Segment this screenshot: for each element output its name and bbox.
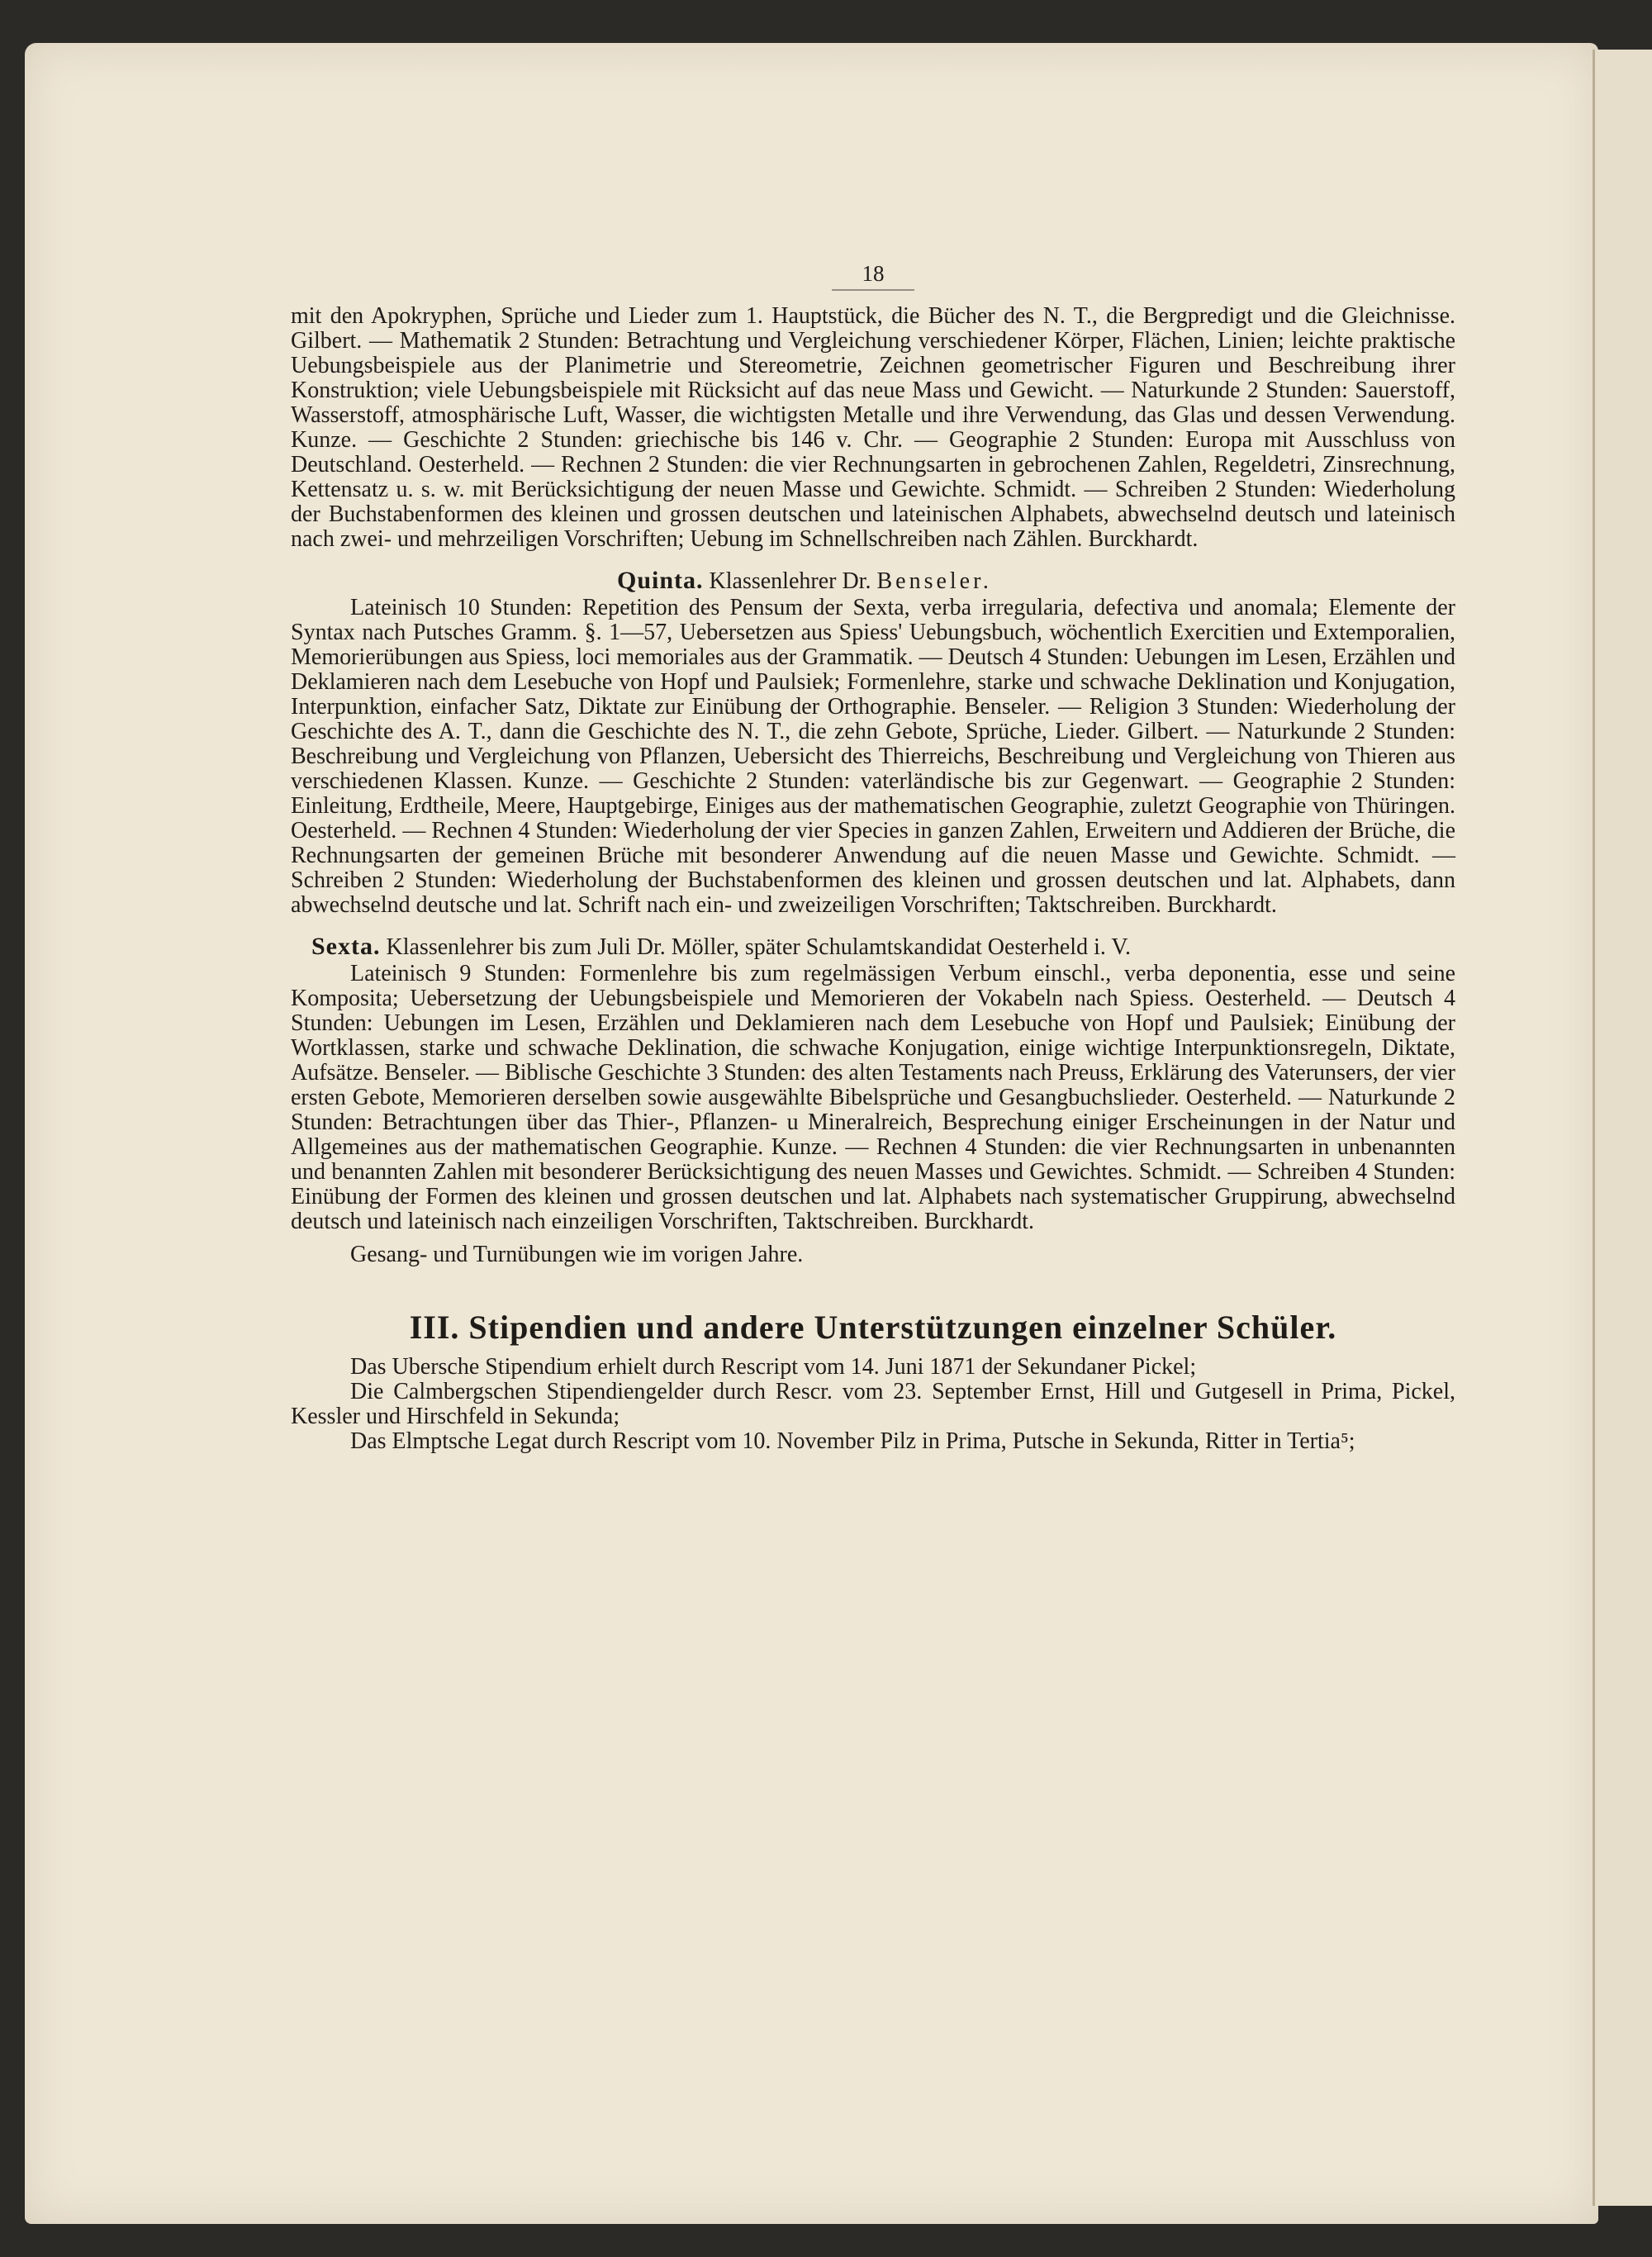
sexta-teacher-name: Möller, <box>671 934 739 960</box>
quinta-heading <box>291 568 1455 594</box>
sexta-teacher-suffix: später Schulamtskandidat Oesterheld i. V. <box>744 934 1131 960</box>
page-number-rule <box>832 289 914 291</box>
intro-paragraph: mit den Apokryphen, Sprüche und Lieder zum 1. Hauptstück, die Bücher des N. T., die Bergpredigt und die Gleichnisse. Gilbert. — Mathematik 2 Stunden: Betrachtung und Vergleichung verschiedener Körper, Flächen, Linien; leichte praktische Uebungsbeispiele aus der Planimetrie und Stereometrie, Zeichnen geometrischer Figuren und Beschreibung ihrer Konstruktion; viele Uebungsbeispiele mit Rücksicht auf das neue Mass und Gewicht. — Naturkunde 2 Stunden: Sauerstoff, Wasserstoff, atmosphärische Luft, Wasser, die wichtigsten Metalle und ihre Verwendung, das Glas und dessen Verwendung. Kunze. — Geschichte 2 Stunden: griechische bis 146 v. Chr. — Geographie 2 Stunden: Europa mit Ausschluss von Deutschland. Oesterheld. — Rechnen 2 Stunden: die vier Rechnungsarten in gebrochenen Zahlen, Regeldetri, Zinsrechnung, Kettensatz u. s. w. mit Berücksichtigung der neuen Masse und Gewichte. Schmidt. — Schreiben 2 Stunden: Wiederholung der Buchstabenformen des kleinen und grossen deutschen und lateinischen Alphabets, abwechselnd deutsch und lateinisch nach zwei- und mehrzeiligen Vorschriften; Uebung im Schnellschreiben nach Zählen. Burckhardt. <box>291 303 1455 552</box>
sexta-curriculum: Lateinisch 9 Stunden: Formenlehre bis zum regelmässigen Verbum einschl., verba deponentia, esse und seine Komposita; Uebersetzung der Uebungsbeispiele und Memorieren der Vokabeln nach Spiess. Oesterheld. — Deutsch 4 Stunden: Uebungen im Lesen, Erzählen und Deklamieren nach dem Lesebuche von Hopf und Paulsiek; Einübung der Wortklassen, starke und schwache Deklination, die schwache Konjugation, einige wichtige Interpunktionsregeln, Diktate, Aufsätze. Benseler. — Biblische Geschichte 3 Stunden: des alten Testaments nach Preuss, Erklärung des Vaterunsers, der vier ersten Gebote, Memorieren derselben sowie ausgewählte Bibelsprüche und Gesangbuchslieder. Oesterheld. — Naturkunde 2 Stunden: Betrachtungen über das Thier-, Pflanzen- u Mineralreich, Besprechung einiger Erscheinungen in der Natur und Allgemeines aus der mathematischen Geographie. Kunze. — Rechnen 4 Stunden: die vier Rechnungsarten in unbenannten und benannten Zahlen mit besonderer Berücksichtigung des neuen Masses und Gewichtes. Schmidt. — Schreiben 4 Stunden: Einübung der Formen des kleinen und grossen deutschen und lat. Alphabets nach systematischer Gruppirung, abwechselnd deutsch und lateinisch nach einzeiligen Vorschriften, Taktschreiben. Burckhardt. <box>291 961 1455 1234</box>
closing-note: Gesang- und Turnübungen wie im vorigen Jahre. <box>350 1242 804 1267</box>
quinta-teacher-prefix: Klassenlehrer Dr. <box>709 568 871 594</box>
sexta-label: Sexta. <box>311 933 381 960</box>
stipend-entry: Das Ubersche Stipendium erhielt durch Rescript vom 14. Juni 1871 der Sekundaner Pickel; <box>350 1354 1197 1380</box>
sexta-heading <box>291 934 1455 960</box>
page-number: 18 <box>862 261 885 286</box>
sexta-teacher-prefix: Klassenlehrer bis zum Juli Dr. <box>386 934 666 960</box>
stipend-entry: Das Elmptsche Legat durch Rescript vom 10. November Pilz in Prima, Putsche in Sekunda, Ritter in Tertia⁵; <box>350 1428 1355 1454</box>
page-text <box>291 261 1455 1454</box>
quinta-curriculum: Lateinisch 10 Stunden: Repetition des Pensum der Sexta, verba irregularia, defectiva und anomala; Elemente der Syntax nach Putsches Gramm. §. 1—57, Uebersetzen aus Spiess' Uebungsbuch, wöchentlich Exercitien und Extemporalien, Memorierübungen aus Spiess, loci memoriales aus der Grammatik. — Deutsch 4 Stunden: Uebungen im Lesen, Erzählen und Deklamieren nach dem Lesebuche von Hopf und Paulsiek; Formenlehre, starke und schwache Deklination und Konjugation, Interpunktion, einfacher Satz, Diktate zur Einübung der Orthographie. Benseler. — Religion 3 Stunden: Wiederholung der Geschichte des A. T., dann die Geschichte des N. T., die zehn Gebote, Sprüche, Lieder. Gilbert. — Naturkunde 2 Stunden: Beschreibung und Vergleichung von Pflanzen, Uebersicht des Thierreichs, Beschreibung und Vergleichung von Thieren aus verschiedenen Klassen. Kunze. — Geschichte 2 Stunden: vaterländische bis zur Gegenwart. — Geographie 2 Stunden: Einleitung, Erdtheile, Meere, Hauptgebirge, Einiges aus der mathematischen Geographie, zuletzt Geographie von Thüringen. Oesterheld. — Rechnen 4 Stunden: Wiederholung der vier Species in ganzen Zahlen, Erweitern und Addieren der Brüche, die Rechnungsarten der gemeinen Brüche mit besonderer Anwendung auf die neuen Masse und Gewichte. Schmidt. — Schreiben 2 Stunden: Wiederholung der Buchstabenformen des kleinen und grossen deutschen und lat. Alphabets, dann abwechselnd deutsche und lat. Schrift nach ein- und zweizeiligen Vorschriften; Taktschreiben. Burckhardt. <box>291 595 1455 918</box>
adjacent-page-edge <box>1593 50 1652 2206</box>
stipend-entry: Die Calmbergschen Stipendiengelder durch Rescr. vom 23. September Ernst, Hill und Gutgesell in Prima, Pickel, Kessler und Hirschfeld in Sekunda; <box>291 1379 1455 1429</box>
quinta-label: Quinta. <box>617 567 704 594</box>
section-heading: III. Stipendien und andere Unterstützungen einzelner Schüler. <box>409 1309 1337 1346</box>
quinta-teacher-name: Benseler. <box>876 568 992 594</box>
